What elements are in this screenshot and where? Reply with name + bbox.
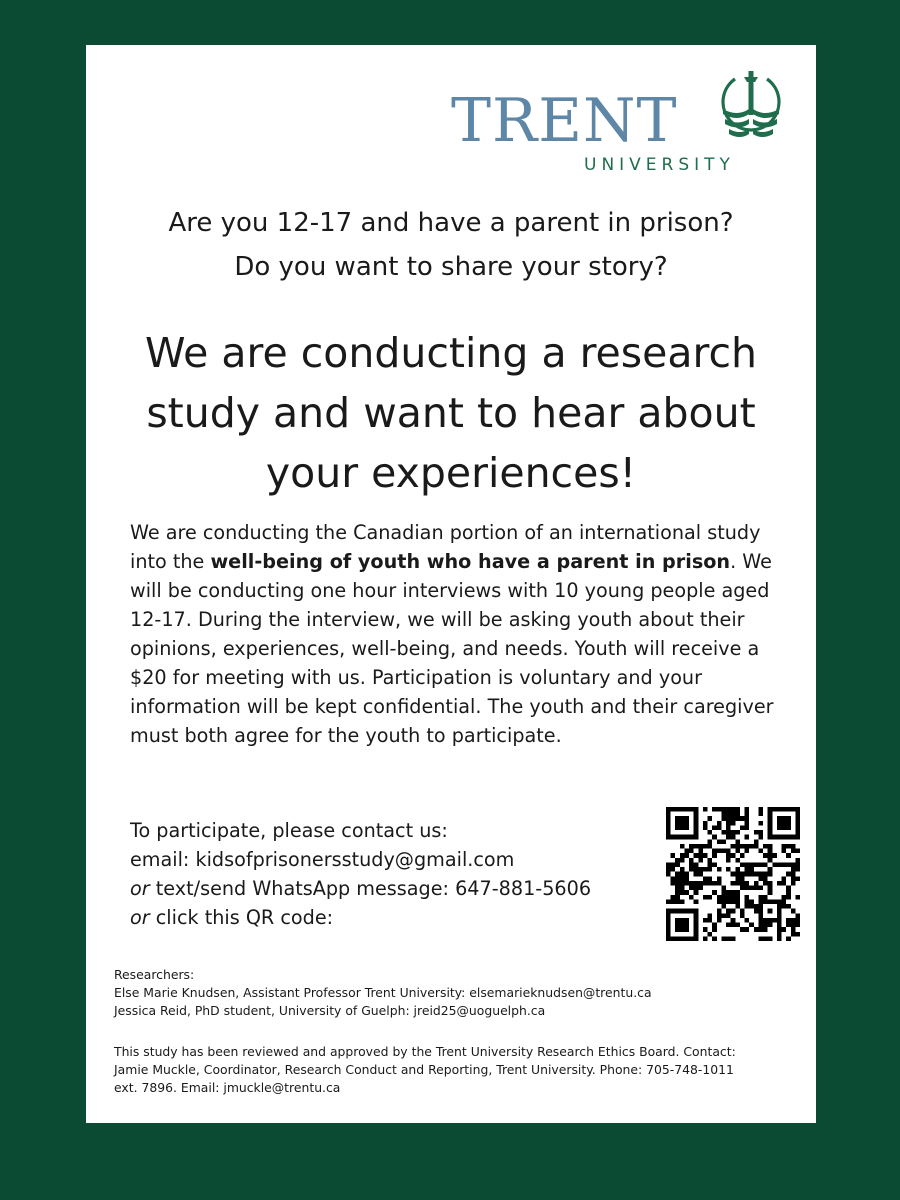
contact-intro: To participate, please contact us: — [130, 819, 448, 842]
researcher-line: Else Marie Knudsen, Assistant Professor Trent University: elsemarieknudsen@trentu.ca — [114, 985, 652, 1000]
logo-wordmark: TRENT — [451, 86, 678, 156]
ethics-line: ext. 7896. Email: jmuckle@trentu.ca — [114, 1080, 341, 1095]
study-description — [130, 518, 790, 750]
researchers-label: Researchers: — [114, 967, 195, 982]
trent-university-logo — [451, 69, 791, 179]
description-text-1: We are conducting the Canadian portion of an international study into the — [130, 521, 761, 573]
question-story: Do you want to share your story? — [234, 252, 668, 282]
qr-instruction: click this QR code: — [149, 906, 334, 929]
question-age: Are you 12-17 and have a parent in prison? — [168, 208, 734, 238]
crest-icon — [713, 69, 789, 151]
ethics-section — [114, 1043, 804, 1097]
ethics-line: Jamie Muckle, Coordinator, Research Conduct and Reporting, Trent University. Phone: 705-748-1011 — [114, 1062, 734, 1077]
headline: We are conducting a research study and want to hear about your experiences! — [145, 329, 757, 497]
description-bold-text: well-being of youth who have a parent in prison — [210, 550, 731, 573]
flyer-page — [86, 45, 816, 1123]
or-word: or — [130, 877, 150, 900]
contact-section — [130, 816, 650, 932]
logo-subword: UNIVERSITY — [584, 155, 735, 175]
ethics-line: This study has been reviewed and approved by the Trent University Research Ethics Board. Contact: — [114, 1044, 736, 1059]
description-text-2: . We will be conducting one hour interviews with 10 young people aged 12-17. During the interview, we will be asking youth about their opinions, experiences, well-being, and needs. Youth will receive a $20 for meeting with us. Participation is voluntary and your information will be kept confidential. The youth and their caregiver must both agree for the youth to participate. — [130, 550, 774, 747]
qr-code[interactable] — [666, 807, 800, 941]
contact-phone[interactable]: text/send WhatsApp message: 647-881-5606 — [149, 877, 592, 900]
contact-text-line — [130, 874, 650, 903]
or-word: or — [130, 906, 150, 929]
contact-qr-line — [130, 903, 650, 932]
researchers-section — [114, 966, 804, 1020]
contact-email[interactable]: email: kidsofprisonersstudy@gmail.com — [130, 848, 515, 871]
researcher-line: Jessica Reid, PhD student, University of Guelph: jreid25@uoguelph.ca — [114, 1003, 546, 1018]
